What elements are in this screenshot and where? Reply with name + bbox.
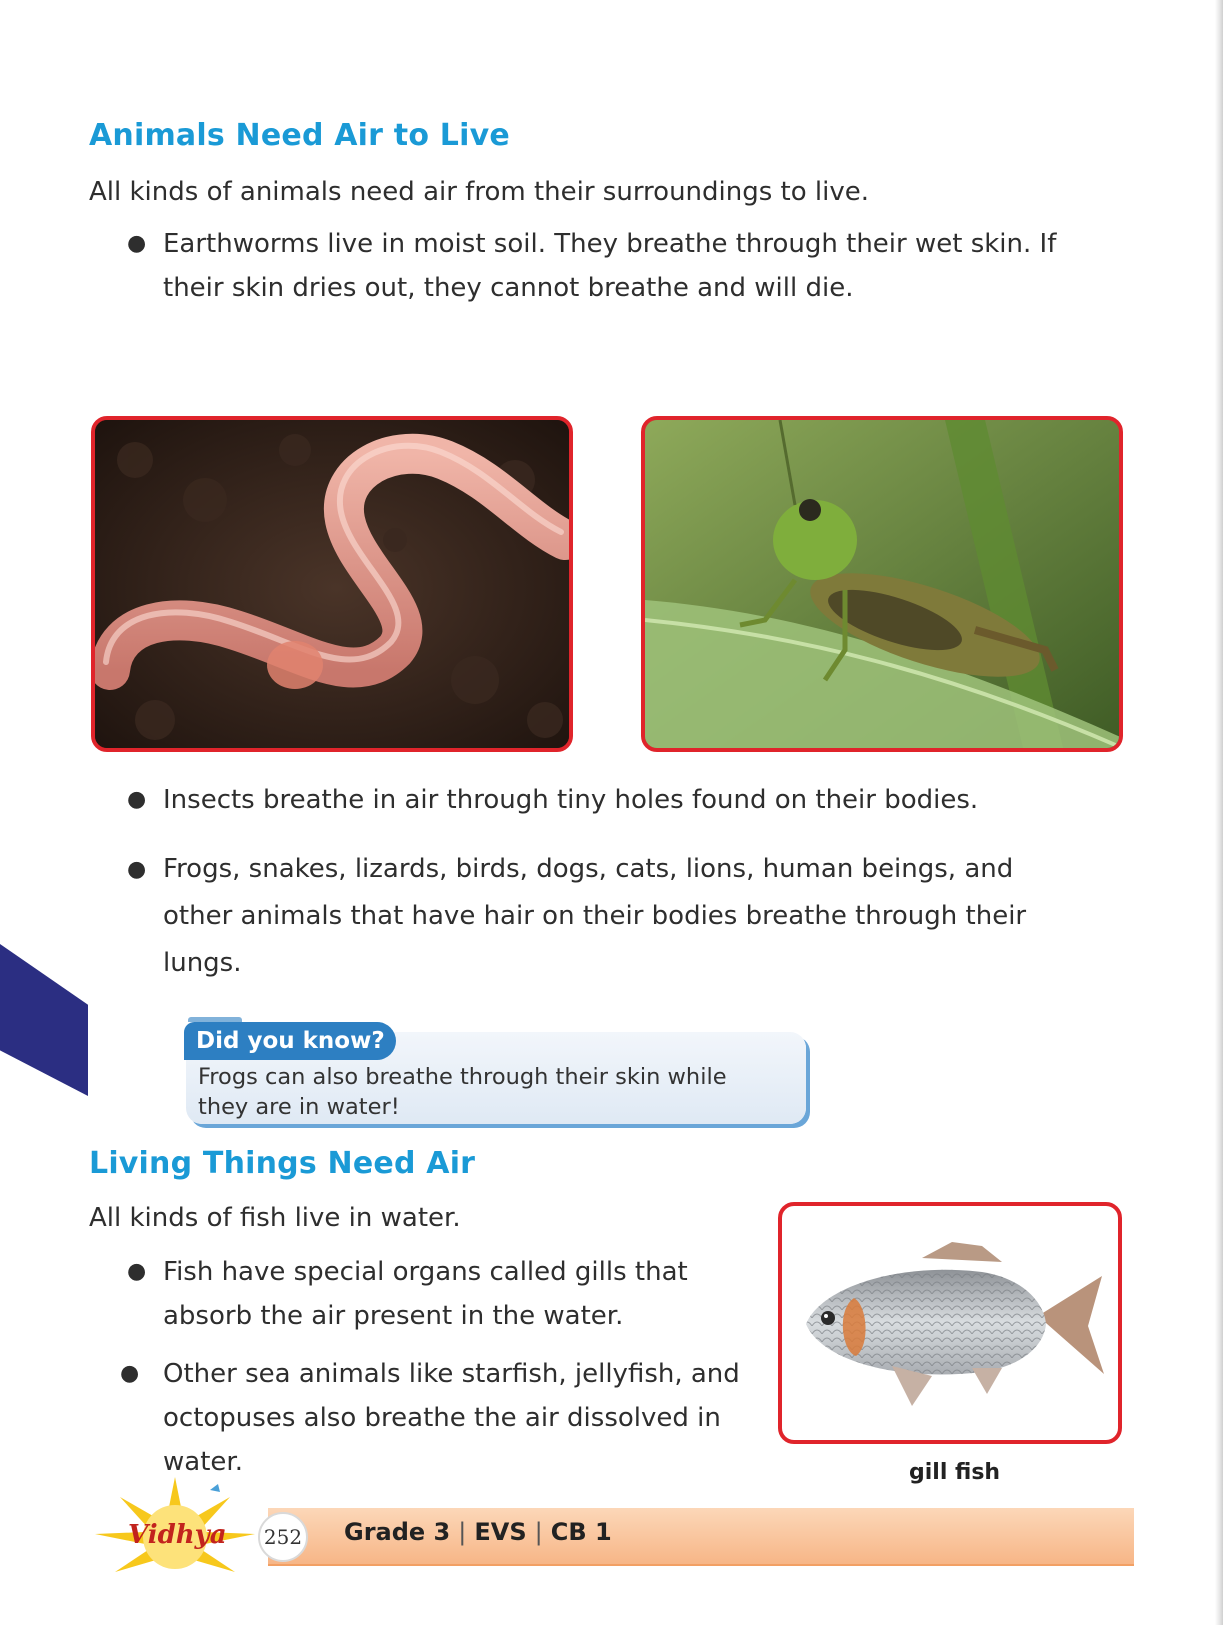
- intro-paragraph: All kinds of animals need air from their surroundings to live.: [89, 177, 870, 207]
- fish-illustration: [782, 1206, 1122, 1444]
- bullet-text-line: Insects breathe in air through tiny holes found on their bodies.: [163, 785, 979, 815]
- footer-grade: Grade 3: [344, 1518, 451, 1546]
- bullet-dot: ●: [127, 1259, 147, 1284]
- did-you-know-line: Frogs can also breathe through their skin while: [198, 1064, 727, 1090]
- fish-photo: [778, 1202, 1122, 1444]
- earthworm-illustration: [95, 420, 573, 752]
- footer-separator: |: [534, 1518, 543, 1546]
- bullet-text-line: their skin dries out, they cannot breathe and will die.: [163, 273, 854, 303]
- bullet-insects: [89, 778, 978, 822]
- bullet-text-line: Fish have special organs called gills that: [163, 1257, 688, 1287]
- footer-book: CB 1: [550, 1518, 612, 1546]
- bullet-text-line: lungs.: [163, 948, 242, 978]
- bullet-text-line: octopuses also breathe the air dissolved in: [163, 1403, 721, 1433]
- grasshopper-illustration: [645, 420, 1123, 752]
- page-number: 252: [258, 1512, 308, 1562]
- bullet-dot: ●: [127, 857, 147, 882]
- bullet-lungs: [89, 846, 1026, 987]
- footer-course-info: [344, 1518, 612, 1546]
- did-you-know-label: Did you know?: [184, 1022, 396, 1060]
- bullet-text-line: Other sea animals like starfish, jellyfish, and: [163, 1359, 740, 1389]
- grasshopper-photo: [641, 416, 1123, 752]
- bullet-gills: [89, 1250, 688, 1338]
- fish-caption: gill fish: [909, 1460, 1001, 1485]
- did-you-know-line: they are in water!: [198, 1094, 400, 1120]
- side-tab-decoration: [0, 944, 88, 1096]
- bullet-text-line: Earthworms live in moist soil. They breathe through their wet skin. If: [163, 229, 1057, 259]
- earthworm-photo: [91, 416, 573, 752]
- bullet-dot: ●: [120, 1361, 140, 1386]
- page-edge: [1215, 0, 1223, 1625]
- bullet-dot: ●: [127, 231, 147, 256]
- fish-intro-paragraph: All kinds of fish live in water.: [89, 1203, 461, 1233]
- footer-subject: EVS: [474, 1518, 527, 1546]
- vidhya-logo-text: Vidhya: [128, 1520, 227, 1550]
- did-you-know-text: [198, 1062, 788, 1122]
- bullet-sea-animals: [82, 1352, 740, 1484]
- bullet-dot: ●: [127, 787, 147, 812]
- section-heading-living-things: Living Things Need Air: [89, 1146, 476, 1181]
- bullet-text-line: Frogs, snakes, lizards, birds, dogs, cats, lions, human beings, and: [163, 854, 1014, 884]
- footer-separator: |: [458, 1518, 467, 1546]
- bullet-text-line: other animals that have hair on their bodies breathe through their: [163, 901, 1027, 931]
- section-heading-animals: Animals Need Air to Live: [89, 118, 510, 153]
- bullet-text-line: water.: [163, 1447, 243, 1477]
- bullet-earthworms: [89, 222, 1056, 310]
- bullet-text-line: absorb the air present in the water.: [163, 1301, 624, 1331]
